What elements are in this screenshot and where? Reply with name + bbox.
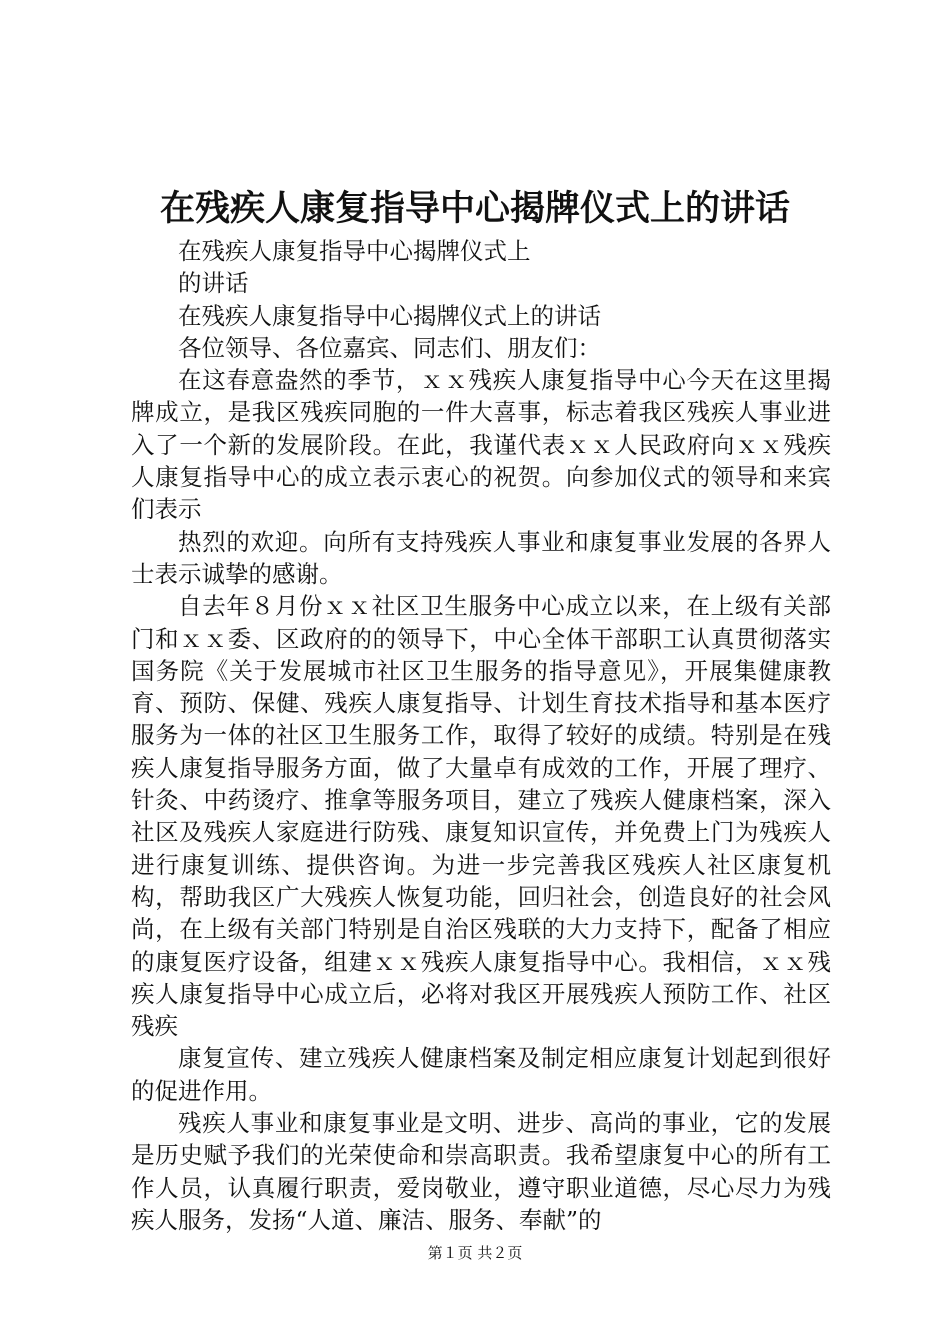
paragraph: 在残疾人康复指导中心揭牌仪式上的讲话 xyxy=(178,301,601,330)
paragraph: 康复宣传、建立残疾人健康档案及制定相应康复计划起到很好的促进作用。 xyxy=(131,1044,831,1105)
paragraph: 在这春意盎然的季节，ｘｘ残疾人康复指导中心今天在这里揭牌成立，是我区残疾同胞的一件大喜事，标志着我区残疾人事业进入了一个新的发展阶段。在此，我谨代表ｘｘ人民政府向ｘｘ残疾人康复指导中心的成立表示衷心的祝贺。向参加仪式的领导和来宾们表示 xyxy=(131,366,831,524)
paragraph: 各位领导、各位嘉宾、同志们、朋友们： xyxy=(178,333,601,362)
paragraph: 在残疾人康复指导中心揭牌仪式上 xyxy=(178,237,531,265)
document-body xyxy=(131,235,831,1236)
paragraph: 自去年８月份ｘｘ社区卫生服务中心成立以来，在上级有关部门和ｘｘ委、区政府的的领导下，中心全体干部职工认真贯彻落实国务院《关于发展城市社区卫生服务的指导意见》，开展集健康教育、预防、保健、残疾人康复指导、计划生育技术指导和基本医疗服务为一体的社区卫生服务工作，取得了较好的成绩。特别是在残疾人康复指导服务方面，做了大量卓有成效的工作，开展了理疗、针灸、中药烫疗、推拿等服务项目，建立了残疾人健康档案，深入社区及残疾人家庭进行防残、康复知识宣传，并免费上门为残疾人进行康复训练、提供咨询。为进一步完善我区残疾人社区康复机构，帮助我区广大残疾人恢复功能，回归社会，创造良好的社会风尚，在上级有关部门特别是自治区残联的大力支持下，配备了相应的康复医疗设备，组建ｘｘ残疾人康复指导中心。我相信，ｘｘ残疾人康复指导中心成立后，必将对我区开展残疾人预防工作、社区残疾 xyxy=(131,592,831,1041)
paragraph: 残疾人事业和康复事业是文明、进步、高尚的事业，它的发展是历史赋予我们的光荣使命和崇高职责。我希望康复中心的所有工作人员，认真履行职责，爱岗敬业，遵守职业道德，尽心尽力为残疾人服务，发扬“人道、廉洁、服务、奉献”的 xyxy=(131,1109,831,1234)
paragraph: 热烈的欢迎。向所有支持残疾人事业和康复事业发展的各界人士表示诚挚的感谢。 xyxy=(131,527,831,588)
document-title: 在残疾人康复指导中心揭牌仪式上的讲话 xyxy=(159,188,790,229)
page-number-footer: 第１页 共２页 xyxy=(427,1244,523,1262)
paragraph: 的讲话 xyxy=(178,269,249,298)
